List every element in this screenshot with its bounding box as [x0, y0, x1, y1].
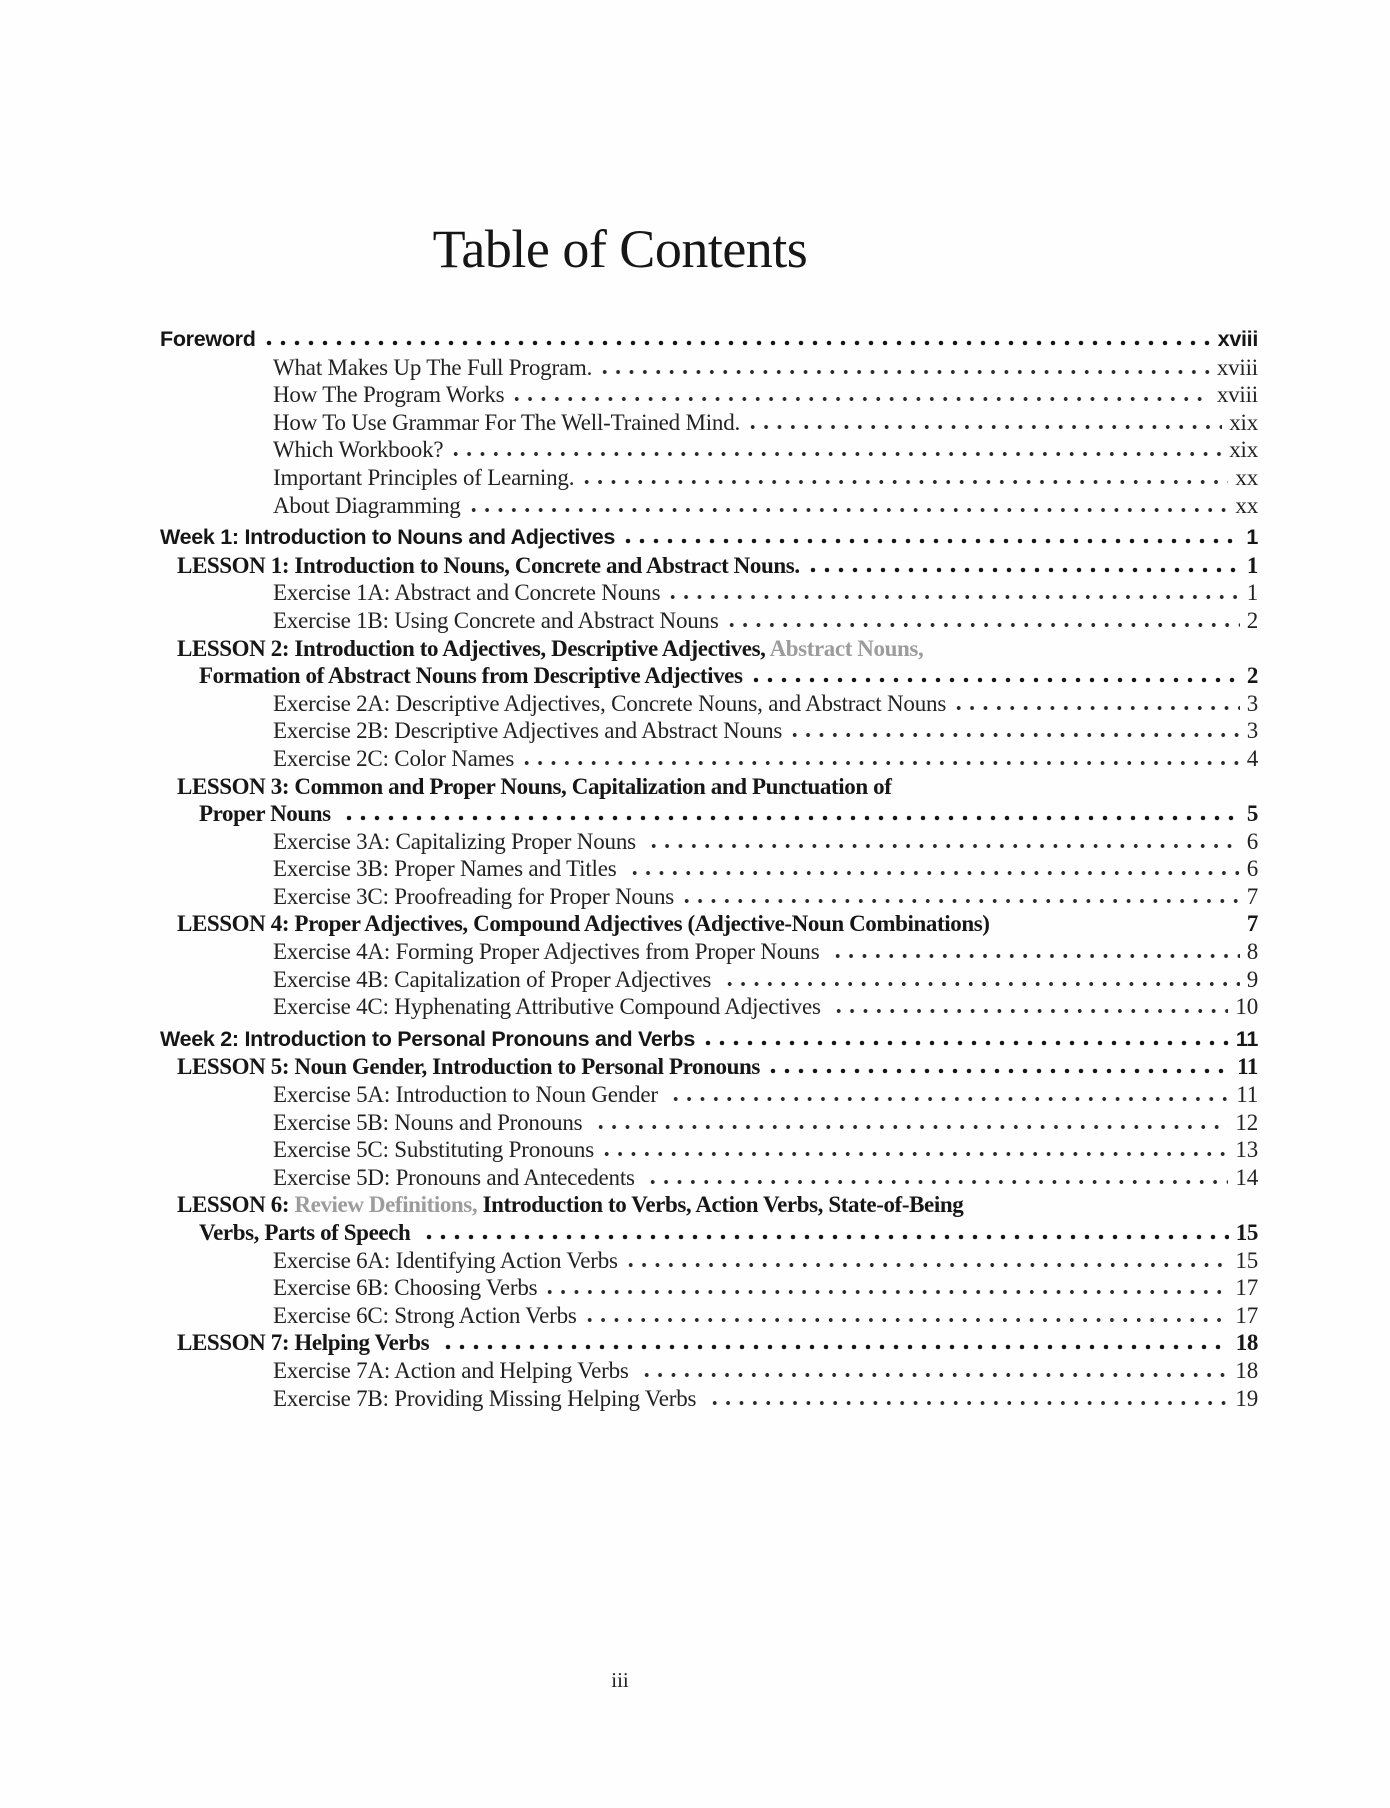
dot-leader: [441, 1344, 1229, 1350]
toc-entry: [160, 911, 1258, 939]
toc-entry-page-number: 6: [1246, 856, 1258, 882]
dot-leader: [996, 925, 1240, 931]
toc-entry-label: [160, 1027, 695, 1052]
dot-leader: [746, 424, 1222, 430]
toc-entry-label-text: Exercise 4A: Forming Proper Adjectives from Proper Nouns: [273, 939, 825, 965]
toc-entry: [160, 1192, 1258, 1220]
dot-leader: [666, 594, 1239, 600]
toc-entry-label-text: Proper Nouns: [199, 801, 337, 827]
folio-page-number: iii: [611, 1668, 629, 1692]
toc-entry-label: [160, 884, 674, 910]
toc-entry-label-text: Exercise 5A: Introduction to Noun Gender: [273, 1082, 664, 1108]
toc-entry-label: [160, 437, 443, 463]
toc-entry-label-muted: Review Definitions,: [294, 1192, 478, 1218]
toc-entry-label: [160, 801, 336, 827]
toc-entry: [160, 1054, 1258, 1082]
dot-leader: [580, 479, 1228, 485]
toc-entry-label-text: LESSON 4: Proper Adjectives, Compound Adjectives (Adjective-Noun Combinations): [177, 911, 990, 937]
toc-entry-page-number: 12: [1235, 1109, 1258, 1135]
dot-leader: [831, 953, 1240, 959]
toc-entry-label: [160, 1220, 416, 1246]
toc-entry-label: [160, 1358, 634, 1384]
toc-entry-page-number: xix: [1229, 409, 1258, 435]
toc-entry-label-text: Exercise 4B: Capitalization of Proper Adjectives: [273, 966, 717, 992]
toc-entry-label: [160, 718, 782, 744]
toc-entry-label-text: About Diagramming: [273, 492, 461, 518]
toc-entry-label-text: Exercise 7B: Providing Missing Helping Verbs: [273, 1385, 702, 1411]
dot-leader: [646, 1179, 1228, 1185]
toc-entry: [160, 1027, 1258, 1055]
dot-leader: [598, 369, 1210, 375]
toc-entry-label: [160, 967, 717, 993]
toc-entry-label-text: LESSON 5: Noun Gender, Introduction to Personal Pronouns: [177, 1054, 760, 1080]
toc-list: [160, 327, 1258, 1413]
toc-entry-page-number: 11: [1235, 1026, 1258, 1051]
toc-entry: [160, 967, 1258, 995]
dot-leader: [510, 396, 1209, 402]
toc-entry-page-number: 3: [1246, 690, 1258, 716]
toc-entry-label-text: Exercise 3A: Capitalizing Proper Nouns: [273, 828, 642, 854]
dot-leader: [766, 1068, 1230, 1074]
toc-entry: [160, 493, 1258, 521]
dot-leader: [594, 1124, 1228, 1130]
dot-leader: [952, 705, 1240, 711]
toc-entry: [160, 1137, 1258, 1165]
toc-entry-label-muted: Abstract Nouns,: [769, 635, 924, 661]
toc-entry-label-text: Foreword: [160, 327, 256, 351]
toc-entry: [160, 774, 1258, 802]
toc-entry-page-number: xviii: [1216, 354, 1258, 380]
toc-entry-page-number: xx: [1235, 492, 1258, 518]
dot-leader: [647, 843, 1239, 849]
toc-entry: [160, 1220, 1258, 1248]
toc-entry: [160, 553, 1258, 581]
toc-entry: [160, 1110, 1258, 1138]
toc-entry: [160, 1303, 1258, 1331]
dot-leader: [262, 340, 1211, 346]
toc-entry-label: [160, 1054, 760, 1080]
toc-entry-label-text: Exercise 5B: Nouns and Pronouns: [273, 1109, 588, 1135]
toc-entry: [160, 1330, 1258, 1358]
toc-entry-label: [160, 580, 660, 606]
toc-entry-label: [160, 1330, 435, 1356]
dot-leader: [624, 1262, 1229, 1268]
toc-entry-label-text: Introduction to Verbs, Action Verbs, State-of-Being: [477, 1192, 964, 1218]
dot-leader: [640, 1372, 1228, 1378]
toc-entry-label: [160, 493, 461, 519]
dot-leader: [583, 1317, 1229, 1323]
toc-entry-page-number: 14: [1235, 1164, 1258, 1190]
toc-entry: [160, 608, 1258, 636]
toc-entry: [160, 1082, 1258, 1110]
dot-leader: [342, 815, 1240, 821]
toc-entry: [160, 636, 1258, 664]
dot-leader: [723, 981, 1240, 987]
toc-entry-page-number: xviii: [1216, 382, 1258, 408]
toc-entry-label: [160, 355, 592, 381]
toc-entry: [160, 939, 1258, 967]
toc-entry-label-text: Exercise 6C: Strong Action Verbs: [273, 1302, 577, 1328]
toc-entry-page-number: 2: [1246, 607, 1258, 633]
toc-entry-label: [160, 663, 743, 689]
dot-leader: [520, 760, 1240, 766]
toc-entry: [160, 718, 1258, 746]
toc-entry-label: [160, 774, 891, 800]
toc-entry-label: [160, 1165, 640, 1191]
toc-entry: [160, 580, 1258, 608]
toc-entry-label-text: Exercise 7A: Action and Helping Verbs: [273, 1357, 635, 1383]
toc-entry-label: [160, 856, 622, 882]
toc-entry: [160, 382, 1258, 410]
toc-entry: [160, 1386, 1258, 1414]
toc-entry-page-number: 2: [1246, 663, 1258, 689]
toc-entry-page-number: xx: [1235, 464, 1258, 490]
toc-entry-page-number: 1: [1246, 580, 1258, 606]
toc-entry-label-text: Important Principles of Learning.: [273, 464, 575, 490]
toc-entry-label-text: Week 2: Introduction to Personal Pronouns and Verbs: [160, 1026, 696, 1051]
toc-entry-label: [160, 382, 504, 408]
toc-entry-page-number: xviii: [1217, 327, 1258, 351]
dot-leader: [806, 567, 1240, 573]
toc-entry-page-number: 1: [1246, 525, 1258, 550]
toc-entry: [160, 437, 1258, 465]
toc-entry-page-number: 13: [1235, 1137, 1258, 1163]
toc-entry-label: [160, 1303, 577, 1329]
toc-entry-label-text: Exercise 2A: Descriptive Adjectives, Concrete Nouns, and Abstract Nouns: [273, 690, 947, 716]
toc-entry-label: [160, 608, 719, 634]
toc-entry-label-text: LESSON 6:: [177, 1192, 295, 1218]
toc-entry: [160, 525, 1258, 553]
toc-entry-label-text: Exercise 4C: Hyphenating Attributive Compound Adjectives: [273, 994, 827, 1020]
dot-leader: [669, 1096, 1229, 1102]
toc-entry-label-text: LESSON 3: Common and Proper Nouns, Capitalization and Punctuation of: [177, 773, 892, 799]
dot-leader: [680, 898, 1240, 904]
toc-entry-page-number: 18: [1235, 1357, 1258, 1383]
dot-leader: [708, 1400, 1229, 1406]
dot-leader: [725, 622, 1240, 628]
dot-leader: [467, 507, 1229, 513]
toc-entry: [160, 1165, 1258, 1193]
toc-entry: [160, 1358, 1258, 1386]
toc-entry-page-number: 1: [1246, 552, 1258, 578]
toc-entry: [160, 1275, 1258, 1303]
toc-entry-page-number: 17: [1235, 1275, 1258, 1301]
toc-entry: [160, 856, 1258, 884]
toc-entry-page-number: 7: [1246, 883, 1258, 909]
toc-entry-label-text: Exercise 1B: Using Concrete and Abstract Nouns: [273, 607, 719, 633]
toc-entry-label: [160, 1137, 594, 1163]
toc-entry-page-number: 9: [1246, 966, 1258, 992]
toc-entry-label: [160, 553, 800, 579]
toc-entry-page-number: 5: [1246, 801, 1258, 827]
toc-entry: [160, 884, 1258, 912]
toc-entry: [160, 327, 1258, 355]
dot-leader: [621, 538, 1239, 544]
dot-leader: [628, 870, 1240, 876]
toc-entry-label-text: LESSON 2: Introduction to Adjectives, Descriptive Adjectives,: [177, 635, 770, 661]
dot-leader: [701, 1040, 1229, 1046]
toc-entry-label: [160, 1275, 537, 1301]
toc-entry-page-number: 4: [1246, 745, 1258, 771]
toc-entry-label-text: Which Workbook?: [273, 437, 444, 463]
toc-entry-label-text: Week 1: Introduction to Nouns and Adjectives: [160, 525, 616, 550]
dot-leader: [600, 1151, 1228, 1157]
toc-entry-label-text: Exercise 1A: Abstract and Concrete Nouns: [273, 580, 661, 606]
toc-entry: [160, 801, 1258, 829]
toc-entry-label-text: Exercise 2C: Color Names: [273, 745, 515, 771]
toc-entry: [160, 465, 1258, 493]
toc-entry: [160, 994, 1258, 1022]
toc-entry-page-number: 10: [1235, 994, 1258, 1020]
toc-entry-label-text: Exercise 6A: Identifying Action Verbs: [273, 1247, 618, 1273]
toc-entry-page-number: 3: [1246, 718, 1258, 744]
toc-entry-label-text: Verbs, Parts of Speech: [199, 1220, 416, 1245]
toc-entry-label-text: LESSON 1: Introduction to Nouns, Concrete and Abstract Nouns.: [177, 552, 800, 578]
dot-leader: [832, 1008, 1228, 1014]
toc-entry-label-text: Formation of Abstract Nouns from Descriptive Adjectives: [199, 663, 743, 689]
toc-entry-label-text: Exercise 5D: Pronouns and Antecedents: [273, 1164, 641, 1190]
toc-entry-page-number: 6: [1246, 828, 1258, 854]
page-title: Table of Contents: [432, 219, 808, 279]
dot-leader: [749, 677, 1240, 683]
toc-entry-label: [160, 525, 615, 550]
dot-leader: [543, 1289, 1228, 1295]
toc-entry-label: [160, 1082, 663, 1108]
toc-entry-page-number: 18: [1235, 1330, 1258, 1356]
toc-entry-label: [160, 746, 514, 772]
toc-entry: [160, 1248, 1258, 1276]
toc-entry-label-text: How To Use Grammar For The Well-Trained Mind.: [273, 409, 741, 435]
toc-entry-label: [160, 636, 923, 662]
toc-entry-label: [160, 1386, 702, 1412]
toc-entry-page-number: 7: [1246, 911, 1258, 937]
toc-entry-label-text: Exercise 3C: Proofreading for Proper Nouns: [273, 883, 675, 909]
toc-entry-label: [160, 1248, 618, 1274]
toc-entry: [160, 691, 1258, 719]
toc-entry-page-number: xix: [1229, 437, 1258, 463]
toc-entry-page-number: 17: [1235, 1302, 1258, 1328]
toc-entry-label: [160, 1110, 588, 1136]
toc-entry: [160, 355, 1258, 383]
toc-entry-label: [160, 410, 740, 436]
dot-leader: [788, 732, 1240, 738]
toc-entry-label-text: Exercise 5C: Substituting Pronouns: [273, 1137, 594, 1163]
toc-entry: [160, 410, 1258, 438]
dot-leader: [449, 451, 1222, 457]
toc-entry-page-number: 19: [1235, 1385, 1258, 1411]
toc-entry-label: [160, 691, 946, 717]
toc-entry: [160, 663, 1258, 691]
toc-entry-label: [160, 994, 826, 1020]
dot-leader: [422, 1234, 1229, 1240]
toc-entry-label: [160, 939, 825, 965]
toc-entry-page-number: 11: [1237, 1054, 1258, 1080]
toc-entry-page-number: 15: [1235, 1220, 1258, 1245]
toc-entry-label-text: How The Program Works: [273, 382, 505, 408]
toc-entry-page-number: 8: [1246, 939, 1258, 965]
toc-entry-label-text: LESSON 7: Helping Verbs: [177, 1330, 435, 1356]
toc-entry-label: [160, 1192, 963, 1218]
toc-entry-label: [160, 829, 641, 855]
toc-entry-page-number: 15: [1235, 1247, 1258, 1273]
toc-entry-label-text: Exercise 2B: Descriptive Adjectives and Abstract Nouns: [273, 718, 783, 744]
toc-entry-label: [160, 327, 256, 352]
toc-entry-label: [160, 911, 990, 937]
toc-entry-label-text: Exercise 6B: Choosing Verbs: [273, 1275, 538, 1301]
toc-entry-page-number: 11: [1236, 1082, 1258, 1108]
toc-entry-label-text: What Makes Up The Full Program.: [273, 354, 593, 380]
toc-entry: [160, 746, 1258, 774]
toc-entry-label-text: Exercise 3B: Proper Names and Titles: [273, 856, 623, 882]
toc-entry: [160, 829, 1258, 857]
toc-entry-label: [160, 465, 574, 491]
